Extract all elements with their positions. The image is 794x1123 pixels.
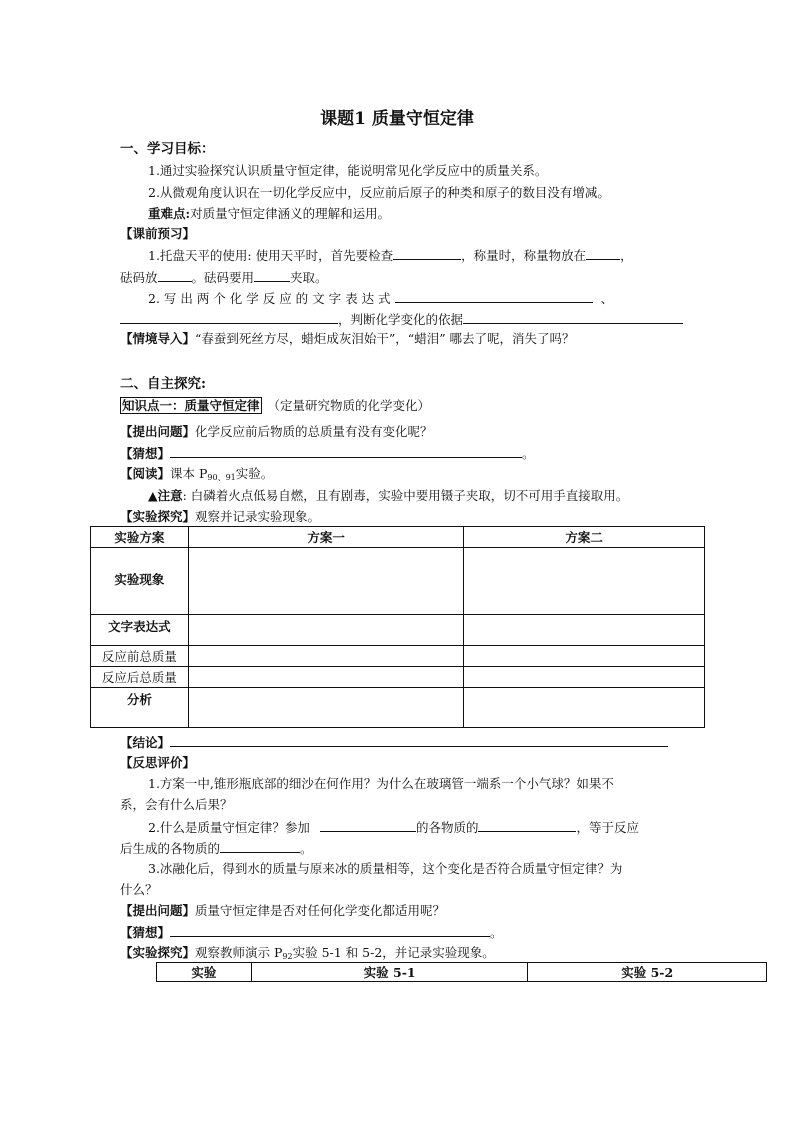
knowledge-point-note: （定量研究物质的化学变化） — [267, 398, 431, 413]
goal-1: 1.通过实验探究认识质量守恒定律，能说明常见化学反应中的质量关系。 — [148, 163, 548, 178]
key-points — [148, 205, 390, 223]
scene-label: 【情境导入】 — [120, 331, 196, 346]
reflection-q1-line2: 系，会有什么后果？ — [120, 797, 233, 812]
experiment-table-1 — [90, 526, 705, 728]
page-title: 课题1 质量守恒定律 — [320, 109, 474, 129]
reflection-q1-line1: 1.方案一中,锥形瓶底部的细沙在何作用？为什么在玻璃管一端系一个小气球？如果不 — [148, 776, 614, 791]
scene-intro — [120, 330, 575, 348]
table-cell[interactable] — [464, 667, 705, 688]
safety-note: ▲注意: 白磷着火点低易自燃，且有剧毒，实验中要用镊子夹取，切不可用手直接取用。 — [148, 488, 629, 503]
key-points-label: 重难点: — [148, 206, 191, 221]
conclusion: 【结论】 — [120, 733, 668, 752]
goal-2: 2.从微观角度认识在一切化学反应中，反应前后原子的种类和原子的数目没有增减。 — [148, 185, 610, 200]
blank-field[interactable] — [586, 246, 620, 260]
table-header: 实验 — [157, 963, 252, 982]
table-cell[interactable] — [464, 688, 705, 728]
preview-q2-line1: 2. 写 出 两 个 化 学 反 应 的 文 字 表 达 式 、 — [148, 291, 614, 306]
experiment-table-2 — [156, 962, 767, 982]
row-label: 反应后总质量 — [91, 667, 189, 688]
blank-field[interactable] — [158, 268, 192, 282]
row-label: 反应前总质量 — [91, 646, 189, 667]
table-cell[interactable] — [188, 646, 464, 667]
preview-q1-line1: 1.托盘天平的使用: 使用天平时，首先要检查 ，称量时，称量物放在 ， — [148, 248, 633, 263]
blank-field[interactable] — [120, 310, 338, 324]
scene-text: “春蚕到死丝方尽，蜡炬成灰泪始干”，“蜡泪” 哪去了呢，消失了吗？ — [195, 331, 575, 346]
row-label: 实验现象 — [91, 548, 189, 615]
preview-q2-line2: ，判断化学变化的依据 — [120, 310, 683, 329]
table-cell[interactable] — [188, 688, 464, 728]
reading: 【阅读】课本 P90、91实验。 — [120, 466, 274, 482]
key-points-text: 对质量守恒定律涵义的理解和运用。 — [190, 206, 391, 221]
blank-field[interactable] — [478, 818, 576, 832]
table-header: 实验 5-1 — [251, 963, 528, 982]
section-heading-explore: 二、自主探究: — [120, 376, 206, 392]
question-1: 【提出问题】化学反应前后物质的总质量有没有变化呢？ — [120, 424, 433, 439]
table-cell[interactable] — [188, 548, 464, 615]
reflection-q3-line2: 什么？ — [120, 882, 158, 897]
experiment-2: 【实验探究】观察教师演示 P92实验 5-1 和 5-2，并记录实验现象。 — [120, 945, 495, 961]
table-header: 实验方案 — [91, 527, 189, 548]
question-2: 【提出问题】质量守恒定律是否对任何化学变化都适用呢？ — [120, 903, 446, 918]
table-cell[interactable] — [464, 646, 705, 667]
table-header: 方案一 — [188, 527, 464, 548]
blank-field[interactable] — [170, 444, 522, 458]
blank-field[interactable] — [320, 818, 416, 832]
blank-field[interactable] — [170, 733, 668, 747]
blank-field[interactable] — [254, 268, 290, 282]
table-cell[interactable] — [464, 548, 705, 615]
row-label: 分析 — [91, 688, 189, 728]
reflection-q2-line2: 后生成的各物质的 。 — [120, 841, 313, 856]
knowledge-point-label: 知识点一：质量守恒定律 — [122, 398, 260, 413]
blank-field[interactable] — [463, 310, 683, 324]
table-cell[interactable] — [188, 615, 464, 646]
preview-label: 【课前预习】 — [120, 226, 196, 241]
reflection-label: 【反思评价】 — [120, 755, 196, 770]
reflection-q2-line1: 2.什么是质量守恒定律？参加 的各物质的 ，等于反应 — [148, 820, 639, 835]
blank-field[interactable] — [395, 289, 593, 303]
section-heading-goals: 一、学习目标： — [120, 141, 215, 157]
guess-2: 【猜想】 。 — [120, 925, 503, 940]
table-cell[interactable] — [464, 615, 705, 646]
blank-field[interactable] — [220, 839, 300, 853]
guess-1: 【猜想】 。 — [120, 446, 535, 461]
experiment-1: 【实验探究】观察并记录实验现象。 — [120, 509, 321, 524]
reflection-q3-line1: 3.冰融化后，得到水的质量与原来冰的质量相等，这个变化是否符合质量守恒定律？为 — [148, 861, 623, 876]
table-cell[interactable] — [188, 667, 464, 688]
row-label: 文字表达式 — [91, 615, 189, 646]
warning-icon: ▲注意 — [148, 488, 183, 503]
blank-field[interactable] — [393, 246, 461, 260]
blank-field[interactable] — [170, 923, 490, 937]
preview-q1-line2: 砝码放 。砝码要用 夹取。 — [120, 270, 328, 285]
table-header: 实验 5-2 — [528, 963, 767, 982]
table-header: 方案二 — [464, 527, 705, 548]
knowledge-point-1 — [120, 397, 430, 415]
